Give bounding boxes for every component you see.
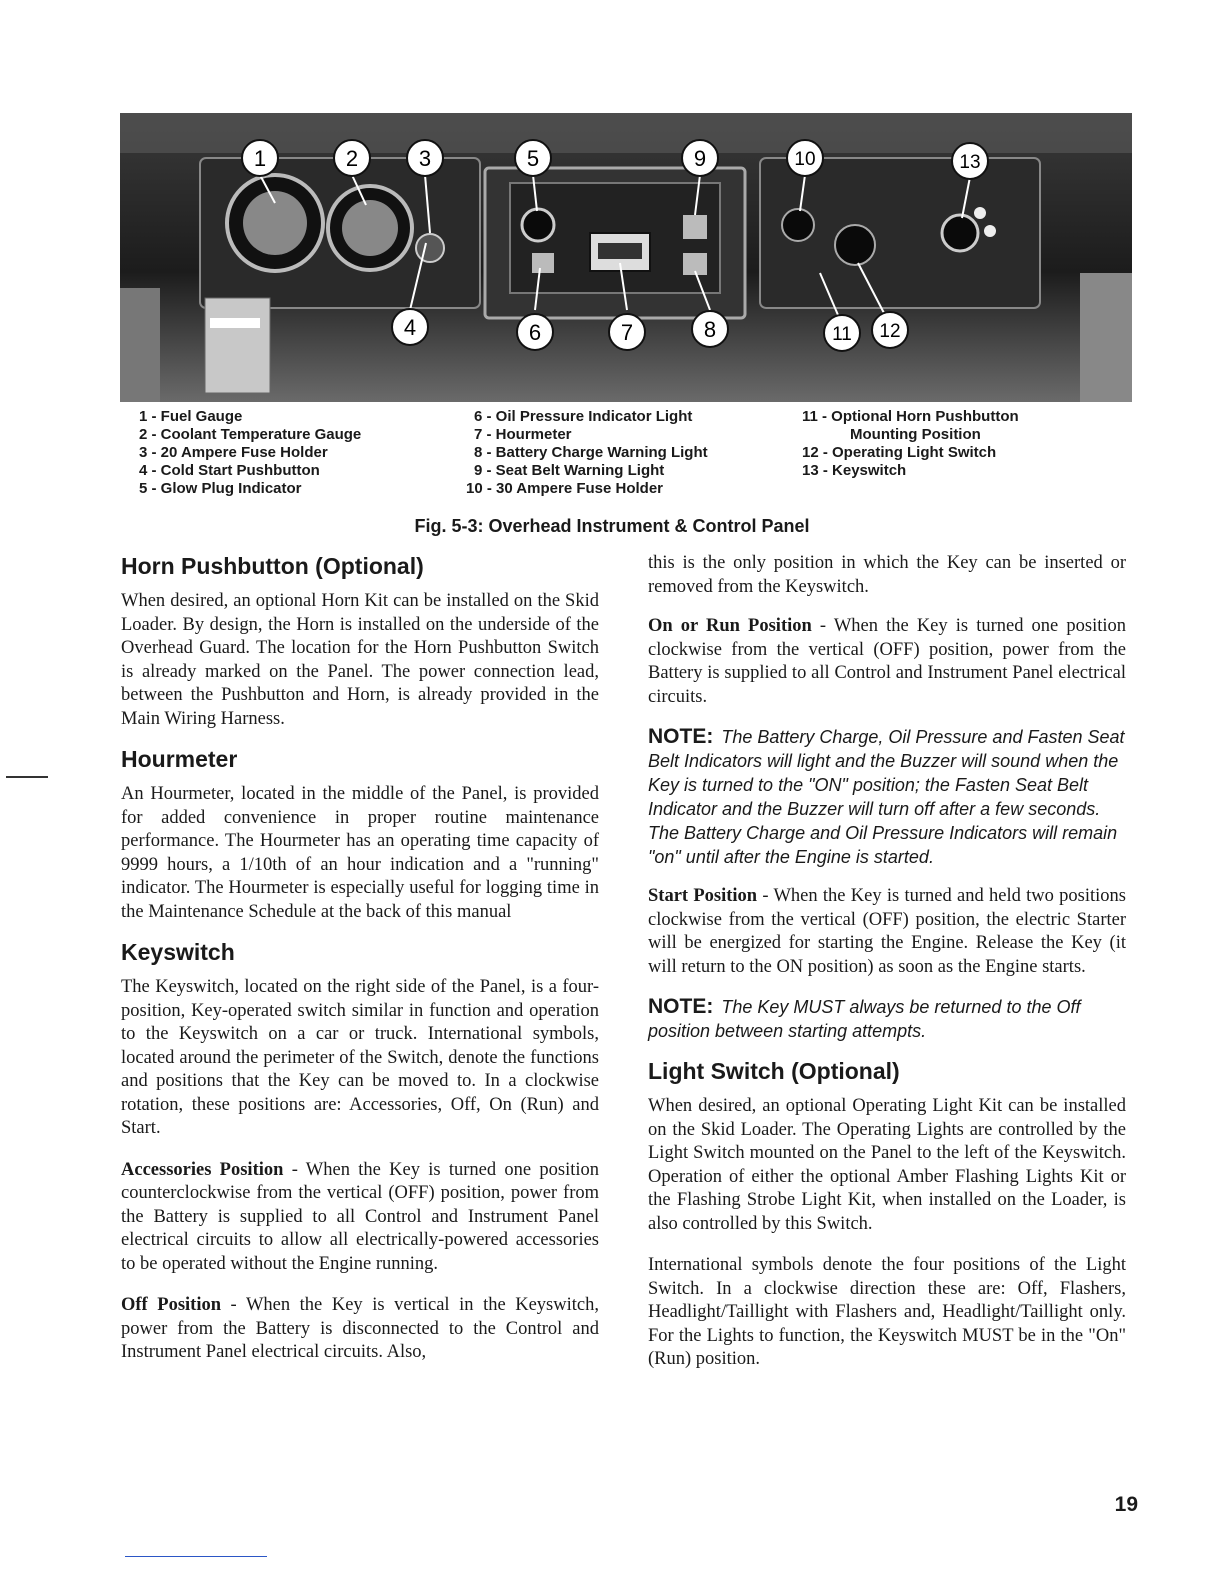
start-text: - When the Key is turned and held two positions clockwise from the vertical (OFF) position, the electric Starter will be energized for starting the Engine. Release the Key (it will return to the ON position) as soon as the Engine starts. xyxy=(648,886,1126,977)
svg-text:13: 13 xyxy=(959,152,981,173)
callout-3 xyxy=(407,140,443,176)
note-label: NOTE: xyxy=(648,725,714,748)
svg-text:2: 2 xyxy=(345,146,359,171)
legend-item: 8 - Battery Charge Warning Light xyxy=(474,444,708,461)
callout-7 xyxy=(609,314,645,350)
keyswitch-paragraph: The Keyswitch, located on the right side of the Panel, is a four-position, Key-operated switch similar in function and operation to the Keyswitch on a car or truck. International symbols, located around the perimeter of the Switch, denote the functions and positions that the Key can be moved to. In a clockwise rotation, these positions are: Accessories, Off, On (Run) and Start. xyxy=(121,977,599,1138)
legend-column-3 xyxy=(802,408,1019,480)
svg-text:7: 7 xyxy=(620,320,634,345)
on-run-text: - When the Key is turned one position clockwise from the vertical (OFF) position, power from the Battery is supplied to all Control and Instrument Panel electrical circuits. xyxy=(648,616,1126,707)
light-switch-paragraph-2: International symbols denote the four positions of the Light Switch. In a clockwise direction these are: Off, Flashers, Headlight/Taillight with Flashers and, Headlight/Taillight only. For the Lights to function, the Keyswitch MUST be in the "On"(Run) position. xyxy=(648,1255,1126,1369)
legend-item: 7 - Hourmeter xyxy=(474,426,572,443)
svg-text:5: 5 xyxy=(526,146,540,171)
page-number: 19 xyxy=(1114,1493,1138,1516)
accessories-text: - When the Key is turned one position counterclockwise from the vertical (OFF) position, power from the Battery is supplied to all Control and Instrument Panel electrical circuits to allow all electrically-powered accessories to be operated without the Engine running. xyxy=(121,1159,599,1274)
legend-item: 10 - 30 Ampere Fuse Holder xyxy=(466,480,664,497)
callout-8 xyxy=(692,311,728,347)
legend-item: 11 - Optional Horn Pushbutton xyxy=(802,408,1019,425)
legend-item: 6 - Oil Pressure Indicator Light xyxy=(474,408,693,425)
note-indicators xyxy=(648,725,1126,869)
instrument-panel-photo xyxy=(120,113,1132,402)
svg-text:3: 3 xyxy=(418,146,432,171)
light-switch-paragraph-1: When desired, an optional Operating Light Kit can be installed on the Skid Loader. The Operating Lights are controlled by the Light Switch mounted on the Panel to the left of the Keyswitch. Operation of either the optional Amber Flashing Lights Kit or the Flashing Strobe Light Kit, when installed on the Loader, is also controlled by this Switch. xyxy=(648,1096,1126,1234)
on-run-paragraph xyxy=(648,615,1126,709)
right-column xyxy=(648,552,1126,1384)
svg-text:8: 8 xyxy=(703,317,717,342)
off-continued-paragraph: this is the only position in which the Key can be inserted or removed from the Keyswitch. xyxy=(648,553,1126,597)
svg-text:10: 10 xyxy=(794,149,816,170)
callout-1 xyxy=(242,140,278,176)
footer-rule xyxy=(125,1556,267,1557)
callout-12 xyxy=(872,312,908,348)
legend-item: 13 - Keyswitch xyxy=(802,462,907,479)
start-lead: Start Position xyxy=(648,886,758,906)
svg-text:4: 4 xyxy=(403,315,417,340)
callout-2 xyxy=(334,140,370,176)
note-key-return xyxy=(648,995,1126,1043)
legend-item: 2 - Coolant Temperature Gauge xyxy=(139,426,362,443)
start-paragraph xyxy=(648,885,1126,979)
legend-item: 4 - Cold Start Pushbutton xyxy=(139,462,320,479)
legend-item: 9 - Seat Belt Warning Light xyxy=(474,462,665,479)
svg-text:9: 9 xyxy=(693,146,707,171)
svg-text:12: 12 xyxy=(879,321,901,342)
callout-11 xyxy=(824,315,860,351)
legend-item: 12 - Operating Light Switch xyxy=(802,444,997,461)
hourmeter-heading: Hourmeter xyxy=(121,746,238,772)
legend-item: 5 - Glow Plug Indicator xyxy=(139,480,302,497)
note-key-return-text: The Key MUST always be returned to the Off position between starting attempts. xyxy=(648,997,1081,1041)
horn-paragraph: When desired, an optional Horn Kit can be installed on the Skid Loader. By design, the Horn is installed on the underside of the Overhead Guard. The location for the Horn Pushbutton Switch is already marked on the Panel. The power connection lead, between the Pushbutton and Horn, is already provided in the Main Wiring Harness. xyxy=(121,591,599,729)
off-text: - When the Key is vertical in the Keyswitch, power from the Battery is disconnected to the Control and Instrument Panel electrical circuits. Also, xyxy=(121,1295,599,1362)
off-lead: Off Position xyxy=(121,1295,221,1315)
legend-column-2 xyxy=(466,408,708,498)
left-column xyxy=(121,552,599,1377)
accessories-paragraph xyxy=(121,1159,599,1277)
svg-text:6: 6 xyxy=(528,320,542,345)
callout-9 xyxy=(682,140,718,176)
note-indicators-text: The Battery Charge, Oil Pressure and Fasten Seat Belt Indicators will light and the Buzzer will sound when the Key is turned to the "ON" position; the Fasten Seat Belt Indicator and the Buzzer will turn off after a few seconds. The Battery Charge and Oil Pressure Indicators will remain "on" until after the Engine is started. xyxy=(648,727,1125,867)
figure-caption: Fig. 5-3: Overhead Instrument & Control Panel xyxy=(414,516,810,536)
margin-mark xyxy=(6,776,48,778)
callout-6 xyxy=(517,314,553,350)
note-label: NOTE: xyxy=(648,995,714,1018)
callout-13 xyxy=(952,143,988,179)
svg-text:1: 1 xyxy=(253,146,267,171)
callout-5 xyxy=(515,140,551,176)
hourmeter-paragraph: An Hourmeter, located in the middle of the Panel, is provided for added convenience in proper routine maintenance performance. The Hourmeter has an operating time capacity of 9999 hours, a 1/10th of an hour indication and a "running" indicator. The Hourmeter is especially useful for logging time in the Maintenance Schedule at the back of this manual xyxy=(121,784,599,922)
svg-text:11: 11 xyxy=(832,324,852,345)
legend-item: 1 - Fuel Gauge xyxy=(139,408,243,425)
horn-heading: Horn Pushbutton (Optional) xyxy=(121,553,424,579)
accessories-lead: Accessories Position xyxy=(121,1159,284,1180)
callout-4 xyxy=(392,309,428,345)
keyswitch-heading: Keyswitch xyxy=(121,939,235,965)
legend-item: 3 - 20 Ampere Fuse Holder xyxy=(139,444,328,461)
off-paragraph xyxy=(121,1294,599,1365)
light-switch-heading: Light Switch (Optional) xyxy=(648,1058,900,1084)
legend-item: Mounting Position xyxy=(850,426,981,443)
callout-10 xyxy=(787,140,823,176)
legend-column-1 xyxy=(139,408,361,498)
on-run-lead: On or Run Position xyxy=(648,616,812,636)
